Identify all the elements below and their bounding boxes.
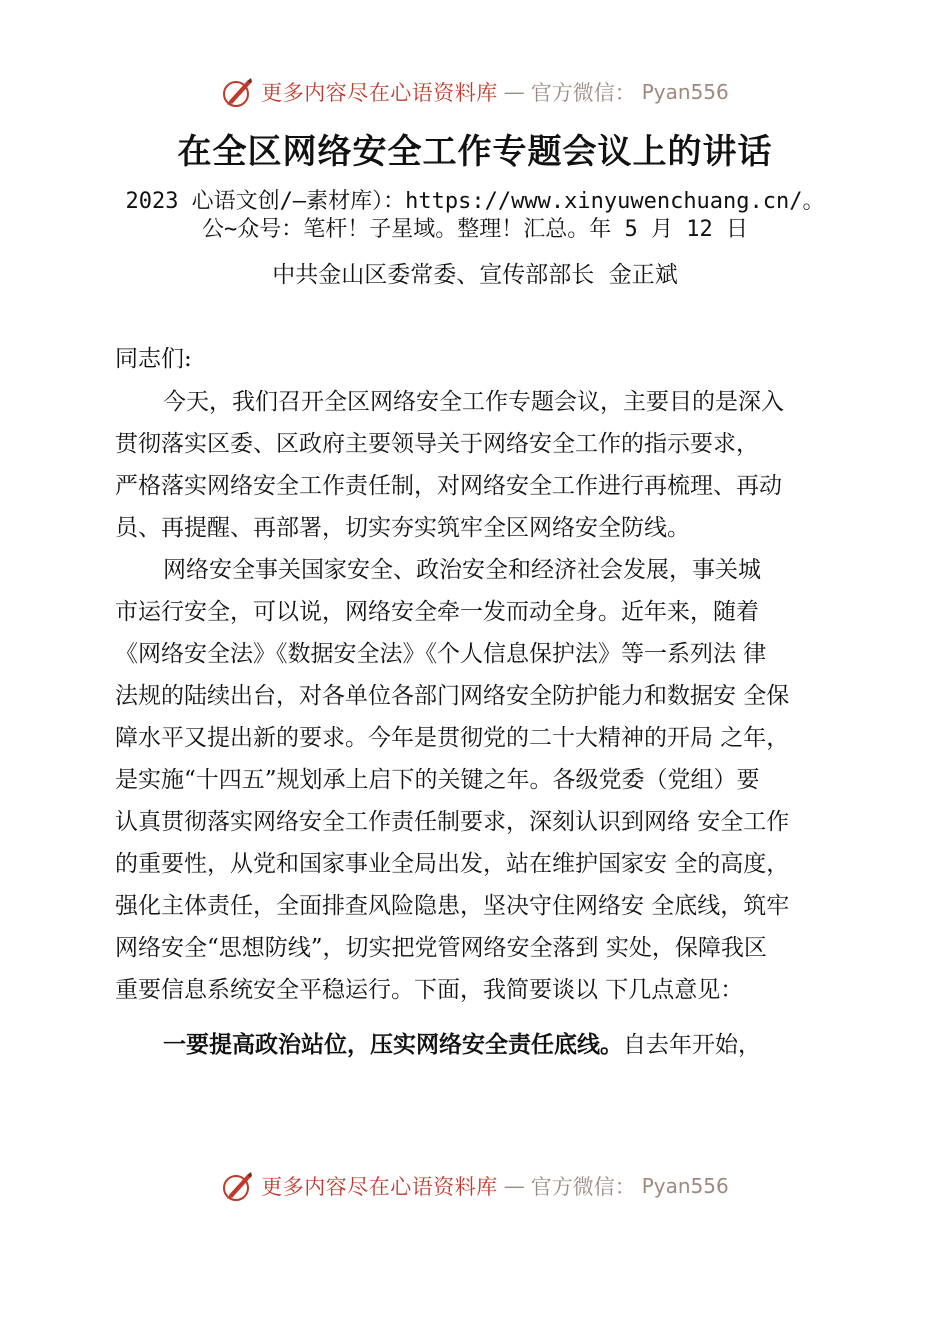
paragraph-line: 严格落实网络安全工作责任制，对网络安全工作进行再梳理、再动 <box>115 473 782 499</box>
header-banner <box>0 70 950 114</box>
paragraph-line: 市运行安全，可以说，网络安全牵一发而动全身。近年来，随着 <box>115 599 759 625</box>
paragraph-line: 法规的陆续出台，对各单位各部门网络安全防护能力和数据安 全保 <box>115 683 790 709</box>
paragraph-1 <box>115 381 855 549</box>
paragraph-line: 今天，我们召开全区网络安全工作专题会议，主要目的是深入 <box>163 389 784 415</box>
banner-red-text: 更多内容尽在心语资料库 <box>261 81 498 105</box>
subtitle-line-2: 公~众号：笔杆！子星域。整理！汇总。年 5 月 12 日 <box>202 217 748 242</box>
paragraph-2 <box>115 549 855 1011</box>
paragraph-line: 贯彻落实区委、区政府主要领导关于网络安全工作的指示要求， <box>115 431 759 457</box>
paragraph-line: 是实施“十四五”规划承上启下的关键之年。各级党委（党组）要 <box>115 767 760 793</box>
pen-logo-icon <box>221 1169 255 1203</box>
paragraph-line: 员、再提醒、再部署，切实夯实筑牢全区网络安全防线。 <box>115 515 690 541</box>
paragraph-line: 的重要性，从党和国家事业全局出发，站在维护国家安 全的高度， <box>115 851 790 877</box>
paragraph-line: 网络安全事关国家安全、政治安全和经济社会发展，事关城 <box>163 557 761 583</box>
paragraph-line: 重要信息系统安全平稳运行。下面，我简要谈以 下几点意见： <box>115 977 744 1003</box>
paragraph-line <box>115 1024 855 1066</box>
footer-banner <box>0 1164 950 1208</box>
banner-gray-text: 官方微信： <box>530 81 636 105</box>
paragraph-line: 《网络安全法》《数据安全法》《个人信息保护法》等一系列法 律 <box>115 641 767 667</box>
paragraph-line: 障水平又提出新的要求。今年是贯彻党的二十大精神的开局 之年， <box>115 725 790 751</box>
section-heading: 一要提高政治站位，压实网络安全责任底线。 <box>163 1032 623 1058</box>
banner-gray-text: 官方微信： <box>530 1175 636 1199</box>
banner-wechat-id: Pyan556 <box>641 80 729 104</box>
paragraph-line: 认真贯彻落实网络安全工作责任制要求，深刻认识到网络 安全工作 <box>115 809 790 835</box>
document-title: 在全区网络安全工作专题会议上的讲话 <box>177 132 773 172</box>
banner-red-text: 更多内容尽在心语资料库 <box>261 1175 498 1199</box>
paragraph-3 <box>115 1024 855 1066</box>
paragraph-line: 强化主体责任，全面排查风险隐患，坚决守住网络安 全底线，筑牢 <box>115 893 790 919</box>
section-text: 自去年开始， <box>623 1032 761 1058</box>
pen-logo-icon <box>221 75 255 109</box>
banner-wechat-id: Pyan556 <box>641 1174 729 1198</box>
banner-dash: — <box>503 1174 525 1198</box>
greeting: 同志们: <box>115 346 192 372</box>
author-line: 中共金山区委常委、宣传部部长 金正斌 <box>272 262 678 288</box>
banner-dash: — <box>503 80 525 104</box>
subtitle-line-1: 2023 心语文创/—素材库）：https://www.xinyuwenchuang.cn/。 <box>125 189 825 214</box>
paragraph-line: 网络安全“思想防线”，切实把党管网络安全落到 实处，保障我区 <box>115 935 767 961</box>
